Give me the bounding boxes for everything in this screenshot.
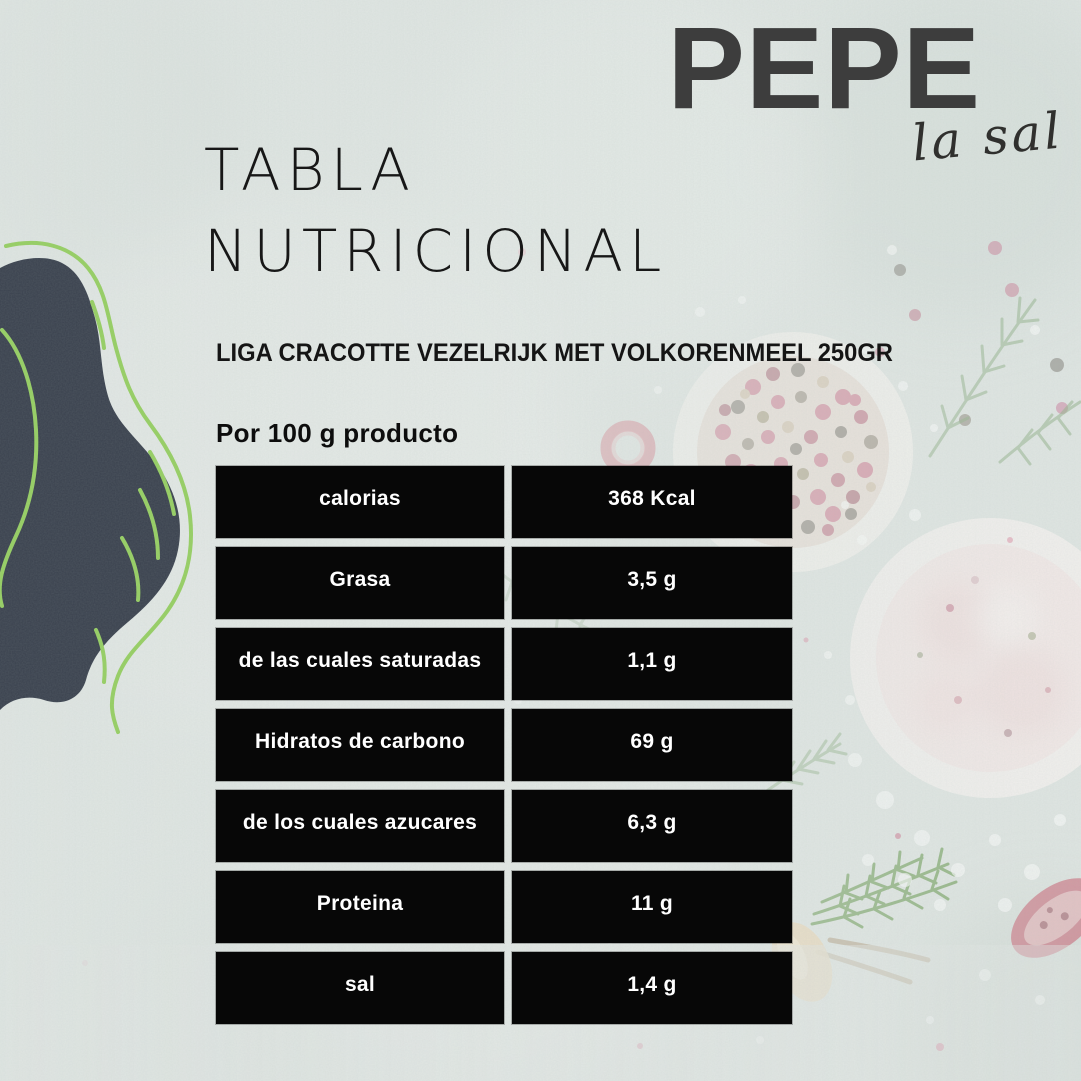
page-title-line1: TABLA — [204, 136, 416, 204]
nutrient-label: de los cuales azucares — [216, 790, 504, 862]
nutrient-label: calorias — [216, 466, 504, 538]
page-title-line2: NUTRICIONAL — [204, 217, 668, 286]
nutrition-table — [216, 466, 792, 1024]
nutrient-label: Proteina — [216, 871, 504, 943]
nutrient-value: 11 g — [512, 871, 792, 943]
nutrient-value: 69 g — [512, 709, 792, 781]
nutrient-value: 3,5 g — [512, 547, 792, 619]
nutrient-label: Hidratos de carbono — [216, 709, 504, 781]
nutrient-value: 368 Kcal — [512, 466, 792, 538]
nutrient-value: 1,1 g — [512, 628, 792, 700]
nutrient-label: sal — [216, 952, 504, 1024]
page-title — [204, 130, 667, 292]
nutrient-value: 6,3 g — [512, 790, 792, 862]
nutrient-label: Grasa — [216, 547, 504, 619]
serving-size-label: Por 100 g producto — [216, 418, 459, 448]
brand-name: PEPE — [667, 3, 981, 133]
brand-tagline: la sal — [909, 101, 1066, 173]
nutrient-label: de las cuales saturadas — [216, 628, 504, 700]
product-name: LIGA CRACOTTE VEZELRIJK MET VOLKORENMEEL 250GR — [216, 339, 893, 367]
nutrient-value: 1,4 g — [512, 952, 792, 1024]
